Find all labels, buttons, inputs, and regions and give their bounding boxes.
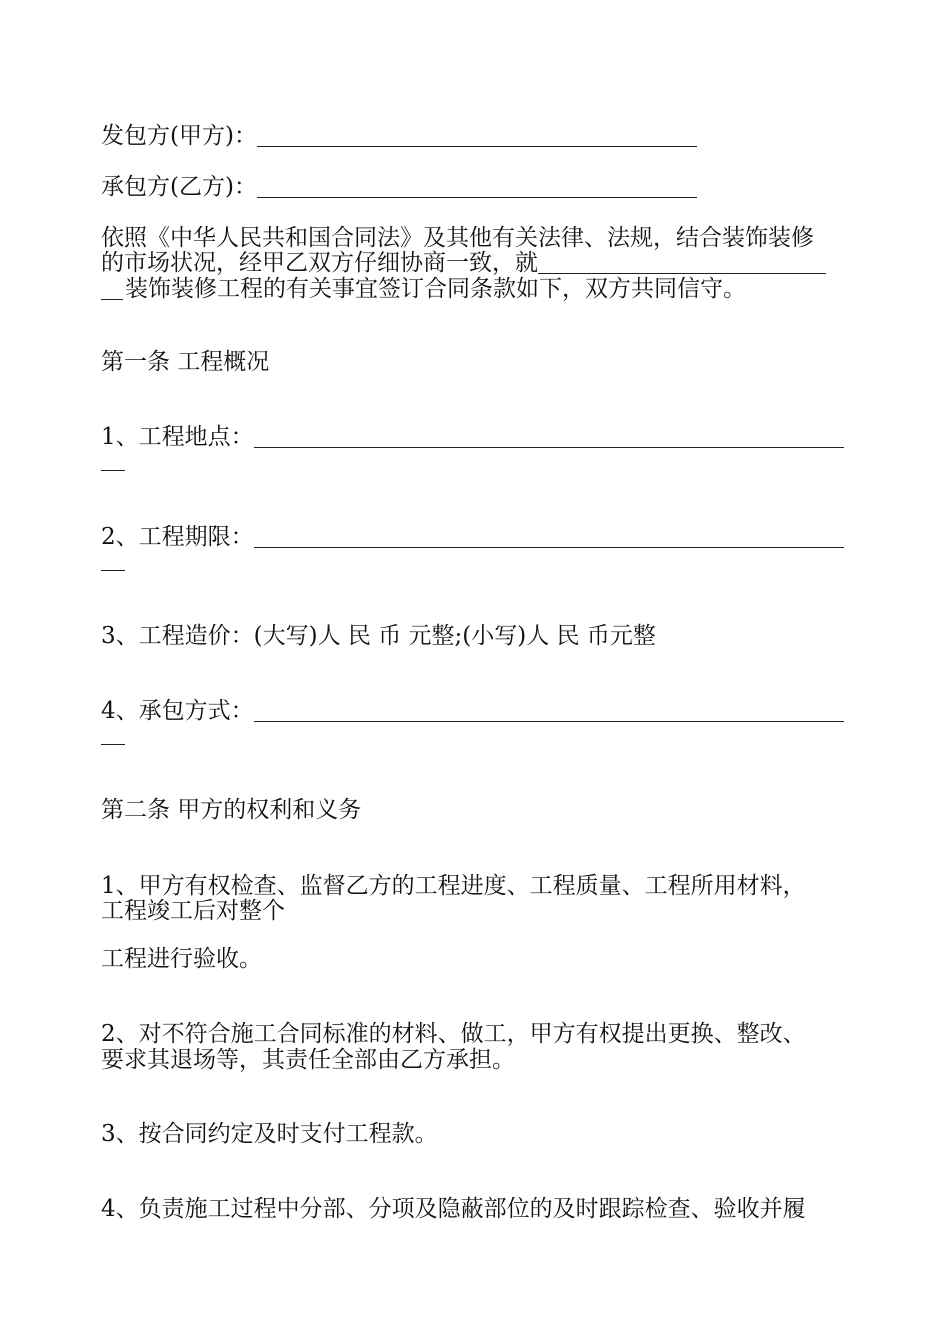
a2-item2-line2: 要求其退场等，其责任全部由乙方承担。 <box>101 1047 515 1073</box>
project-name-blank <box>538 249 826 274</box>
preamble-line-2: 的市场状况，经甲乙双方仔细协商一致，就 <box>101 250 538 276</box>
project-location-blank-continued <box>101 470 125 471</box>
a2-item1-line2: 工程竣工后对整个 <box>101 898 285 924</box>
project-location-label: 1、工程地点： <box>101 424 254 450</box>
a2-item1-line1: 1、甲方有权检查、监督乙方的工程进度、工程质量、工程所用材料， <box>101 873 806 899</box>
a2-item1-line3: 工程进行验收。 <box>101 946 262 972</box>
preamble-line-2-row <box>101 249 826 277</box>
project-location-blank <box>254 423 844 448</box>
party-a-blank <box>257 122 697 147</box>
party-b-label: 承包方(乙方)： <box>101 174 257 200</box>
a2-item4: 4、负责施工过程中分部、分项及隐蔽部位的及时跟踪检查、验收并履 <box>101 1196 806 1222</box>
preamble-line-3-row <box>101 275 746 303</box>
article-1-title: 第一条 工程概况 <box>101 349 270 375</box>
a2-item2-line1: 2、对不符合施工合同标准的材料、做工，甲方有权提出更换、整改、 <box>101 1021 806 1047</box>
project-duration-blank <box>254 523 844 548</box>
project-name-blank-continued <box>101 275 123 300</box>
party-b-row <box>101 173 697 201</box>
preamble-line-3: 装饰装修工程的有关事宜签订合同条款如下，双方共同信守。 <box>125 276 746 302</box>
project-location-row <box>101 423 844 451</box>
project-duration-label: 2、工程期限： <box>101 524 254 550</box>
preamble-line-1: 依照《中华人民共和国合同法》及其他有关法律、法规，结合装饰装修 <box>101 225 814 251</box>
party-b-blank <box>257 173 697 198</box>
contract-method-row <box>101 697 844 725</box>
party-a-label: 发包方(甲方)： <box>101 123 257 149</box>
project-duration-blank-continued <box>101 570 125 571</box>
a2-item3: 3、按合同约定及时支付工程款。 <box>101 1121 438 1147</box>
article-2-title: 第二条 甲方的权利和义务 <box>101 797 362 823</box>
contract-method-blank <box>254 697 844 722</box>
project-cost: 3、工程造价：(大写)人 民 币 元整;(小写)人 民 币元整 <box>101 623 656 649</box>
contract-method-blank-continued <box>101 744 125 745</box>
project-duration-row <box>101 523 844 551</box>
contract-method-label: 4、承包方式： <box>101 698 254 724</box>
party-a-row <box>101 122 697 150</box>
